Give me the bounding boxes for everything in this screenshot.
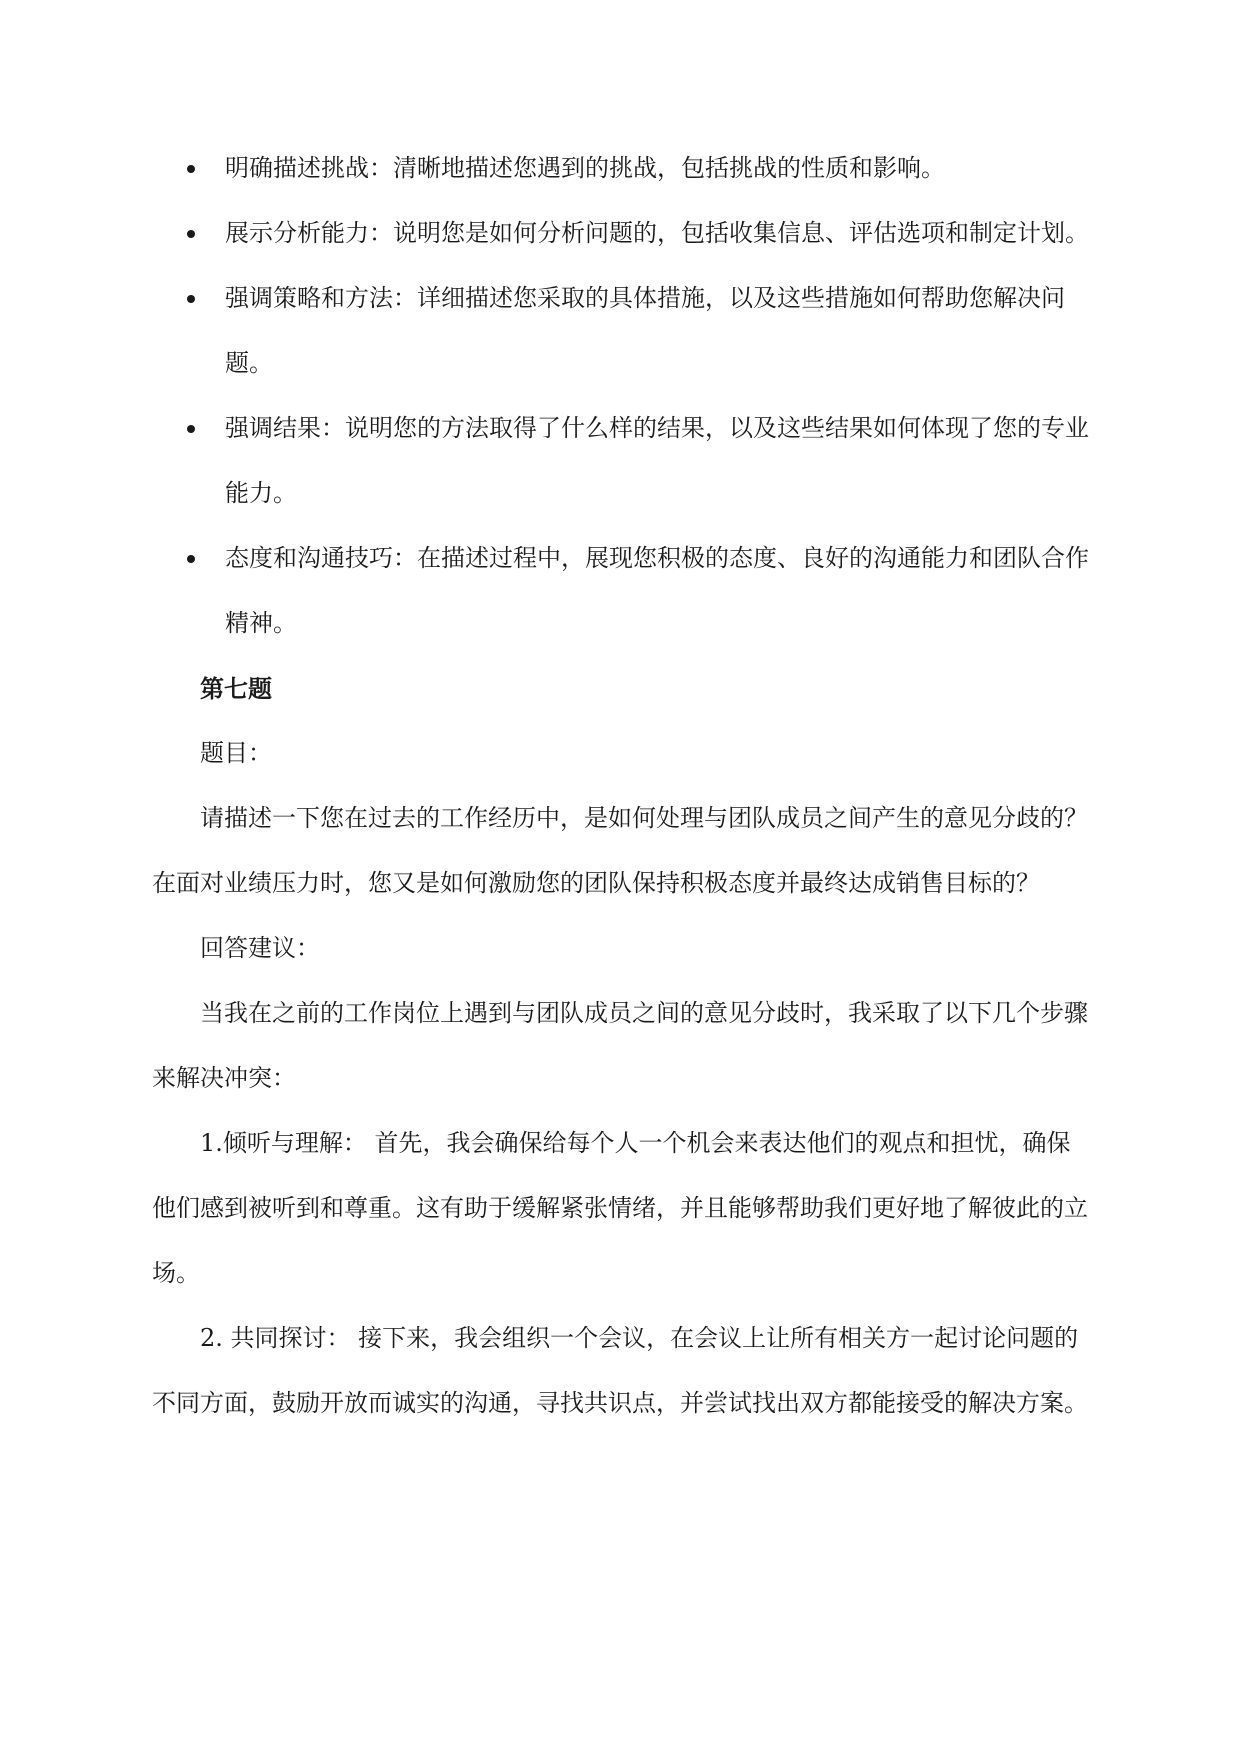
question-text: 请描述一下您在过去的工作经历中，是如何处理与团队成员之间产生的意见分歧的？在面对业绩压力时，您又是如何激励您的团队保持积极态度并最终达成销售目标的？ — [152, 804, 1088, 897]
answer-intro: 当我在之前的工作岗位上遇到与团队成员之间的意见分歧时，我采取了以下几个步骤来解决冲突： — [152, 999, 1088, 1092]
tips-list — [152, 136, 1090, 656]
bullet-icon — [187, 230, 195, 238]
bullet-icon — [187, 425, 195, 433]
list-item — [152, 201, 1090, 266]
list-item — [152, 396, 1090, 526]
list-item-text: 强调结果：说明您的方法取得了什么样的结果，以及这些结果如何体现了您的专业能力。 — [225, 414, 1089, 507]
bullet-icon — [187, 555, 195, 563]
list-item — [152, 526, 1090, 656]
list-item-text: 明确描述挑战：清晰地描述您遇到的挑战，包括挑战的性质和影响。 — [225, 154, 945, 182]
section-heading: 第七题 — [200, 674, 272, 703]
answer-step-1: 1.倾听与理解： 首先，我会确保给每个人一个机会来表达他们的观点和担忧，确保他们感到被听到和尊重。这有助于缓解紧张情绪，并且能够帮助我们更好地了解彼此的立场。 — [152, 1129, 1088, 1287]
document-body — [152, 136, 1090, 1436]
list-item — [152, 136, 1090, 201]
bullet-icon — [187, 165, 195, 173]
answer-step-2: 2. 共同探讨： 接下来，我会组织一个会议，在会议上让所有相关方一起讨论问题的不同方面，鼓励开放而诚实的沟通，寻找共识点，并尝试找出双方都能接受的解决方案。 — [152, 1324, 1088, 1417]
list-item-text: 态度和沟通技巧：在描述过程中，展现您积极的态度、良好的沟通能力和团队合作精神。 — [225, 544, 1089, 637]
answer-label: 回答建议： — [200, 934, 320, 962]
question-label: 题目： — [200, 739, 272, 767]
bullet-icon — [187, 295, 195, 303]
list-item-text: 展示分析能力：说明您是如何分析问题的，包括收集信息、评估选项和制定计划。 — [225, 219, 1089, 247]
list-item — [152, 266, 1090, 396]
list-item-text: 强调策略和方法：详细描述您采取的具体措施，以及这些措施如何帮助您解决问题。 — [225, 284, 1065, 377]
